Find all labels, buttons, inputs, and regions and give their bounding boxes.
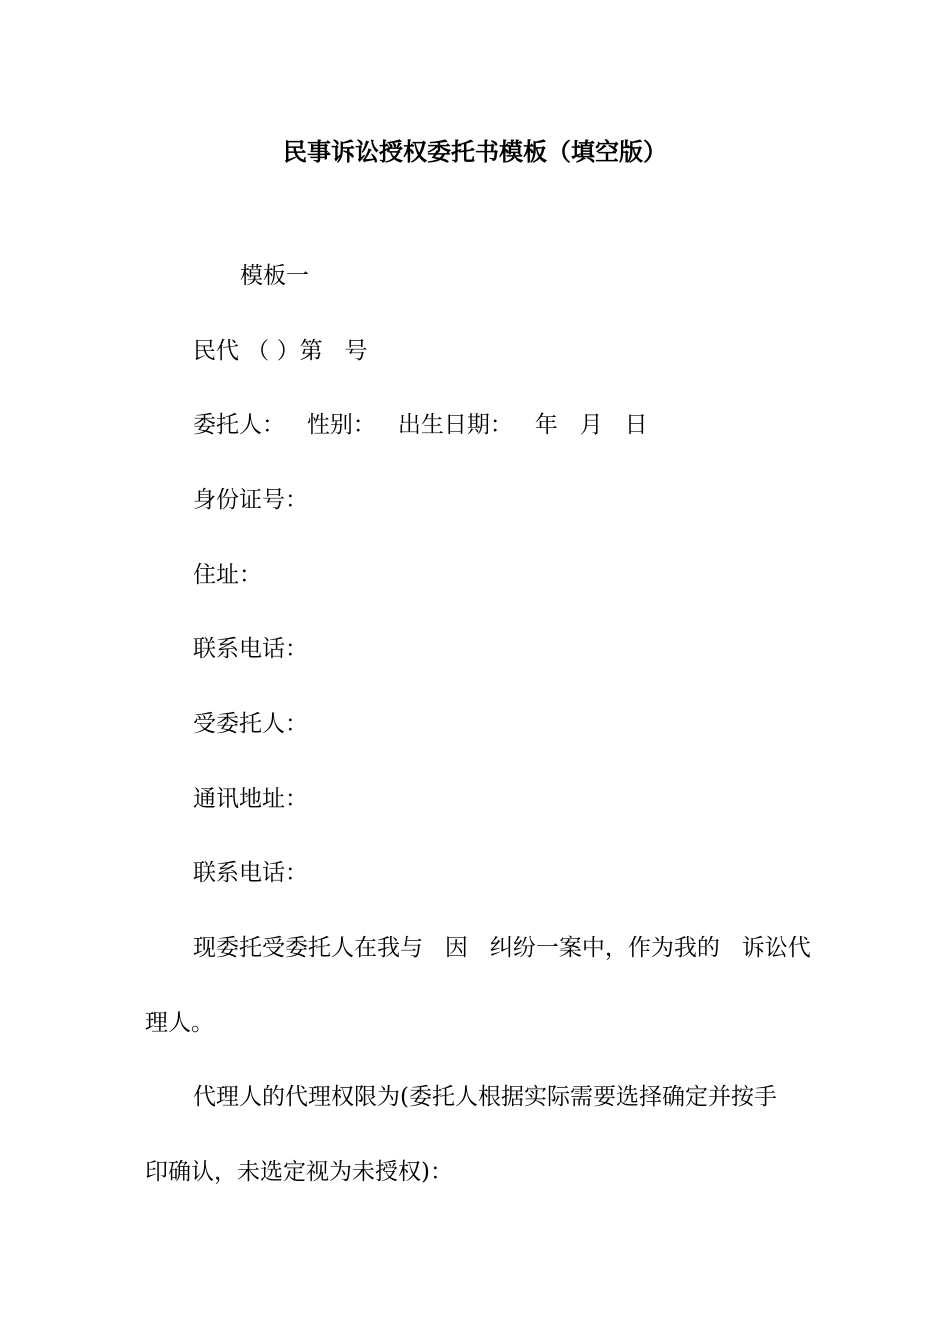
agent-line: 受委托人： <box>193 711 308 737</box>
document-title: 民事诉讼授权委托书模板（填空版） <box>283 137 667 166</box>
entrust-paragraph-line-1: 现委托受委托人在我与 因 纠纷一案中，作为我的 诉讼代 <box>193 935 811 961</box>
authority-paragraph-line-1: 代理人的代理权限为(委托人根据实际需要选择确定并按手 <box>193 1084 777 1110</box>
agent-address-line: 通讯地址： <box>193 786 308 812</box>
case-number-line: 民代 （ ）第 号 <box>193 338 368 364</box>
address-line: 住址： <box>193 562 262 588</box>
template-label: 模板一 <box>240 263 309 289</box>
principal-info-line: 委托人： 性别： 出生日期： 年 月 日 <box>193 412 648 438</box>
authority-paragraph-line-2: 印确认，未选定视为未授权)： <box>145 1159 453 1185</box>
agent-phone-line: 联系电话： <box>193 860 308 886</box>
principal-phone-line: 联系电话： <box>193 636 308 662</box>
id-number-line: 身份证号： <box>193 487 308 513</box>
entrust-paragraph-line-2: 理人。 <box>145 1010 214 1036</box>
